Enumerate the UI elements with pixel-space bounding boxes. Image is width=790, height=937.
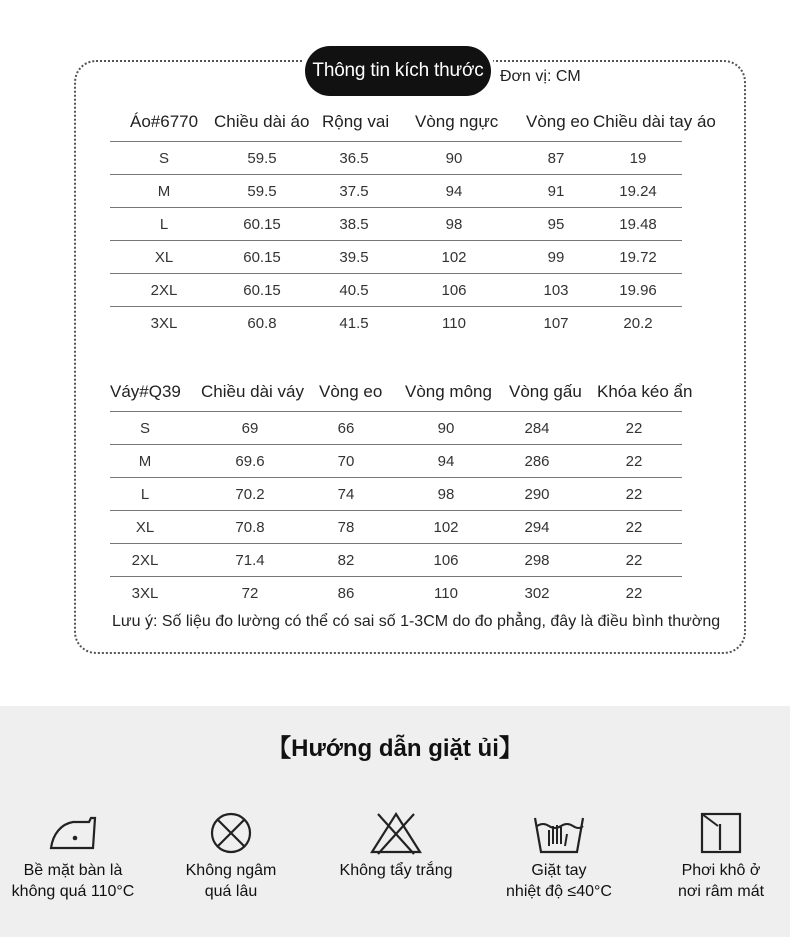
care-label: Phơi khô ở nơi râm mát	[677, 862, 765, 900]
table-row	[110, 412, 690, 445]
table-cell: 19.72	[619, 249, 657, 266]
table-row	[110, 577, 690, 610]
care-label: Không tẩy trắng	[339, 862, 453, 879]
care-label: Bề mặt bàn là không quá 110°C	[11, 862, 135, 900]
table-cell: L	[140, 486, 150, 503]
care-label: Không ngâm quá lâu	[185, 862, 277, 900]
section-title: Thông tin kích thước	[305, 46, 491, 96]
table-row	[110, 175, 690, 208]
no-soak-icon	[205, 810, 257, 856]
table-cell: 41.5	[339, 315, 369, 332]
table-cell: 40.5	[339, 282, 369, 299]
table-cell: 22	[625, 453, 643, 470]
column-header: Vòng gấu	[509, 382, 582, 401]
table-cell: 82	[337, 552, 355, 569]
column-header: Vòng eo	[526, 112, 590, 131]
table-cell: 59.5	[247, 183, 277, 200]
measurement-note: Lưu ý: Số liệu đo lường có thể có sai số 1-3CM do đo phẳng, đây là điều bình thường	[112, 613, 721, 630]
table-cell: 19.48	[619, 216, 657, 233]
table-cell: 286	[524, 453, 550, 470]
table-cell: 66	[337, 420, 355, 437]
table-row	[110, 478, 690, 511]
care-instructions-section	[0, 706, 790, 937]
column-header: Vòng ngực	[415, 112, 499, 131]
table-row	[110, 208, 690, 241]
table-cell: 102	[441, 249, 467, 266]
shade-dry-icon	[696, 810, 746, 856]
column-header: Váy#Q39	[110, 382, 181, 401]
table-cell: 22	[625, 486, 643, 503]
column-header: Khóa kéo ẩn	[597, 382, 693, 401]
table-cell: 69	[241, 420, 259, 437]
dress-size-table	[110, 382, 693, 612]
column-header: Vòng eo	[319, 382, 383, 401]
column-header: Chiều dài váy	[201, 382, 305, 401]
table-cell: 20.2	[623, 315, 653, 332]
table-cell: 19	[629, 150, 647, 167]
table-cell: 110	[442, 315, 466, 332]
column-header: Áo#6770	[130, 112, 199, 131]
table-cell: 22	[625, 420, 643, 437]
table-cell: 103	[543, 282, 569, 299]
table-cell: 298	[524, 552, 550, 569]
table-cell: L	[159, 216, 169, 233]
table-cell: 98	[445, 216, 463, 233]
care-title: 【Hướng dẫn giặt ủi】	[267, 735, 523, 762]
table-cell: XL	[135, 519, 155, 536]
care-item-no-bleach	[326, 810, 466, 881]
care-item-iron	[8, 810, 138, 902]
table-cell: 98	[437, 486, 455, 503]
table-cell: 70.2	[235, 486, 265, 503]
table-cell: 74	[337, 486, 355, 503]
column-header: Rộng vai	[322, 112, 390, 131]
table-cell: 70.8	[235, 519, 265, 536]
table-cell: 95	[547, 216, 565, 233]
table-cell: 3XL	[131, 585, 159, 602]
table-cell: 106	[441, 282, 467, 299]
table-cell: 72	[241, 585, 259, 602]
table-cell: XL	[154, 249, 174, 266]
no-bleach-icon	[368, 810, 424, 856]
table-cell: 60.15	[243, 216, 281, 233]
table-cell: 102	[433, 519, 459, 536]
table-cell: 86	[337, 585, 355, 602]
iron-icon	[45, 810, 101, 856]
table-cell: 22	[625, 552, 643, 569]
table-cell: 87	[547, 150, 565, 167]
table-cell: 71.4	[235, 552, 265, 569]
care-item-hand-wash	[494, 810, 624, 902]
table-row	[110, 241, 690, 274]
column-header: Vòng mông	[405, 382, 492, 401]
table-cell: 107	[543, 315, 569, 332]
column-header: Chiều dài áo	[214, 112, 310, 131]
table-cell: 60.15	[243, 249, 281, 266]
table-cell: 94	[437, 453, 455, 470]
table-cell: 22	[625, 585, 643, 602]
table-row	[110, 274, 690, 307]
table-cell: 19.24	[619, 183, 657, 200]
table-cell: 38.5	[339, 216, 369, 233]
table-row	[110, 544, 690, 577]
shirt-size-table	[110, 112, 716, 352]
table-row	[110, 445, 690, 478]
table-cell: 290	[524, 486, 550, 503]
column-header: Chiều dài tay áo	[593, 112, 716, 131]
table-cell: S	[139, 420, 151, 437]
table-cell: 284	[524, 420, 550, 437]
table-cell: 106	[433, 552, 459, 569]
table-cell: 37.5	[339, 183, 369, 200]
table-cell: 60.8	[247, 315, 277, 332]
table-cell: 59.5	[247, 150, 277, 167]
table-row	[110, 307, 690, 340]
table-row	[110, 511, 690, 544]
table-cell: 110	[434, 585, 458, 602]
table-cell: 2XL	[131, 552, 159, 569]
table-cell: 294	[524, 519, 550, 536]
table-cell: M	[157, 183, 171, 200]
table-cell: 302	[524, 585, 550, 602]
table-cell: 39.5	[339, 249, 369, 266]
care-label: Giặt tay nhiệt độ ≤40°C	[506, 862, 612, 900]
table-cell: 2XL	[150, 282, 178, 299]
table-cell: 99	[547, 249, 565, 266]
table-cell: M	[138, 453, 152, 470]
hand-wash-icon	[529, 810, 589, 856]
care-item-no-soak	[166, 810, 296, 902]
table-cell: 69.6	[235, 453, 265, 470]
table-cell: 36.5	[339, 150, 369, 167]
table-row	[110, 142, 690, 175]
table-cell: 78	[337, 519, 355, 536]
care-item-shade-dry	[656, 810, 786, 902]
table-cell: 19.96	[619, 282, 657, 299]
table-cell: 22	[625, 519, 643, 536]
table-cell: 91	[547, 183, 565, 200]
table-cell: 60.15	[243, 282, 281, 299]
table-cell: 90	[445, 150, 463, 167]
table-cell: 90	[437, 420, 455, 437]
unit-label: Đơn vị: CM	[500, 68, 581, 85]
table-cell: 70	[337, 453, 355, 470]
table-cell: 3XL	[150, 315, 178, 332]
table-cell: S	[158, 150, 170, 167]
table-cell: 94	[445, 183, 463, 200]
